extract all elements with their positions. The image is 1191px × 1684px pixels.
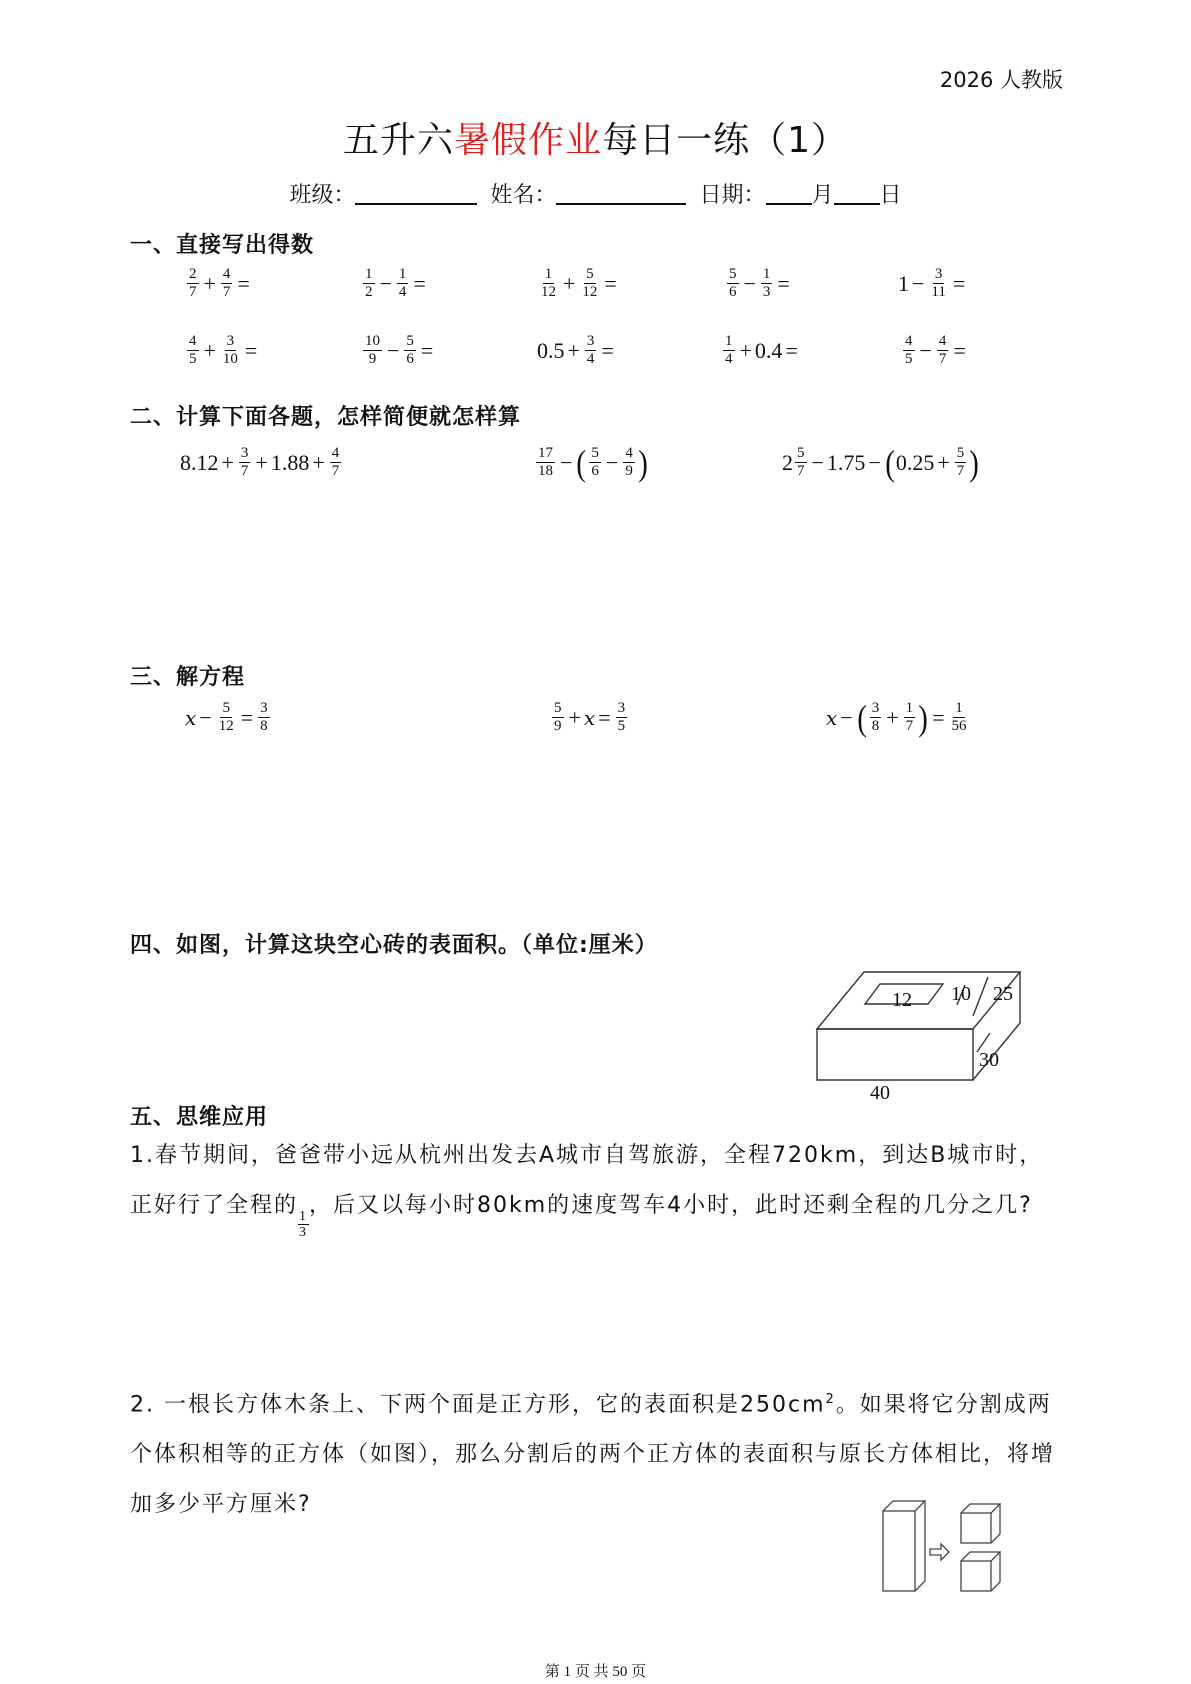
name-label: 姓名： (490, 183, 557, 208)
equation-3: x − ( $\frac{3}{8}$ + $\frac{1}{7}$ ) = $\frac{1}{56}$ (826, 697, 967, 738)
day-label: 日 (879, 183, 902, 208)
month-label: 月 (811, 183, 834, 208)
oral-question-8: 0.5 + $\frac{3}{4}$ = (537, 333, 614, 367)
wall-label: 10 (951, 983, 971, 1005)
oral-question-2: $\frac{1}{2}$ − $\frac{1}{4}$ = (365, 266, 426, 300)
hollow-brick-figure (805, 960, 1035, 1110)
calc-expression-2: $\frac{17}{18}$ − ( $\frac{5}{6}$ − $\frac{4}{9}$ ) (538, 442, 648, 483)
equation-1: x − $\frac{5}{12}$ = $\frac{3}{8}$ (185, 700, 268, 734)
oral-question-6: $\frac{4}{5}$ + $\frac{3}{10}$ = (189, 333, 258, 367)
section-5-heading: 五、思维应用 (130, 1105, 269, 1130)
word-problem-1: 1.春节期间，爸爸带小远从杭州出发去A城市自驾旅游，全程720km，到达B城市时，正好行了全程的 $\frac{1}{3}$ ，后又以每小时80km的速度驾车4小时，此时还剩全程的几分之几? (130, 1143, 1044, 1240)
title-highlight: 暑假作业 (454, 120, 603, 161)
page-title (0, 112, 1191, 163)
section-4-heading: 四、如图，计算这块空心砖的表面积。（单位:厘米） (130, 933, 658, 958)
problem-1-fraction: $\frac{1}{3}$ (299, 1209, 309, 1240)
section-1-heading: 一、直接写出得数 (130, 233, 315, 258)
calc-expression-1: 8.12 + $\frac{3}{7}$ + 1.88 + $\frac{4}{7}$ (180, 445, 340, 479)
cuboid-split-figure (875, 1495, 1010, 1600)
section-2-heading: 二、计算下面各题，怎样简便就怎样算 (130, 405, 522, 430)
class-blank (355, 183, 477, 205)
student-info-line (0, 178, 1191, 209)
class-label: 班级： (289, 183, 356, 208)
oral-question-9: $\frac{1}{4}$ + 0.4 = (725, 333, 798, 367)
oral-question-5: 1 − $\frac{3}{11}$ = (898, 266, 966, 300)
title-part1: 五升六 (343, 120, 455, 161)
oral-question-4: $\frac{5}{6}$ − $\frac{1}{3}$ = (729, 266, 790, 300)
title-part2: 每日一练（1） (602, 120, 848, 161)
word-problem-2: 2. 一根长方体木条上、下两个面是正方形，它的表面积是$250cm^2$。如果将它分割成两个体积相等的正方体（如图），那么分割后的两个正方体的表面积与原长方体相比，将增加多少平方厘米? (130, 1392, 1056, 1518)
depth-label: 30 (979, 1049, 999, 1071)
length-label: 40 (870, 1082, 890, 1104)
name-blank (556, 183, 686, 205)
hole-label: 12 (892, 989, 912, 1011)
oral-question-10: $\frac{4}{5}$ − $\frac{4}{7}$ = (905, 333, 966, 367)
oral-question-1: $\frac{2}{7}$ + $\frac{4}{7}$ = (189, 266, 250, 300)
date-label: 日期： (699, 183, 766, 208)
calc-expression-3: 2 $\frac{5}{7}$ − 1.75 − ( 0.25 + $\frac{5}{7}$ ) (782, 442, 980, 483)
edition-label: 2026 人教版 (939, 68, 1063, 92)
equation-2: $\frac{5}{9}$ + x = $\frac{3}{5}$ (554, 700, 626, 734)
month-blank (766, 183, 812, 205)
page-footer: 第 1 页 共 50 页 (544, 1664, 647, 1680)
oral-question-3: $\frac{1}{12}$ + $\frac{5}{12}$ = (541, 266, 617, 300)
day-blank (834, 183, 880, 205)
oral-question-7: $\frac{10}{9}$ − $\frac{5}{6}$ = (365, 333, 434, 367)
height-label: 25 (993, 983, 1013, 1005)
section-3-heading: 三、解方程 (130, 665, 246, 690)
